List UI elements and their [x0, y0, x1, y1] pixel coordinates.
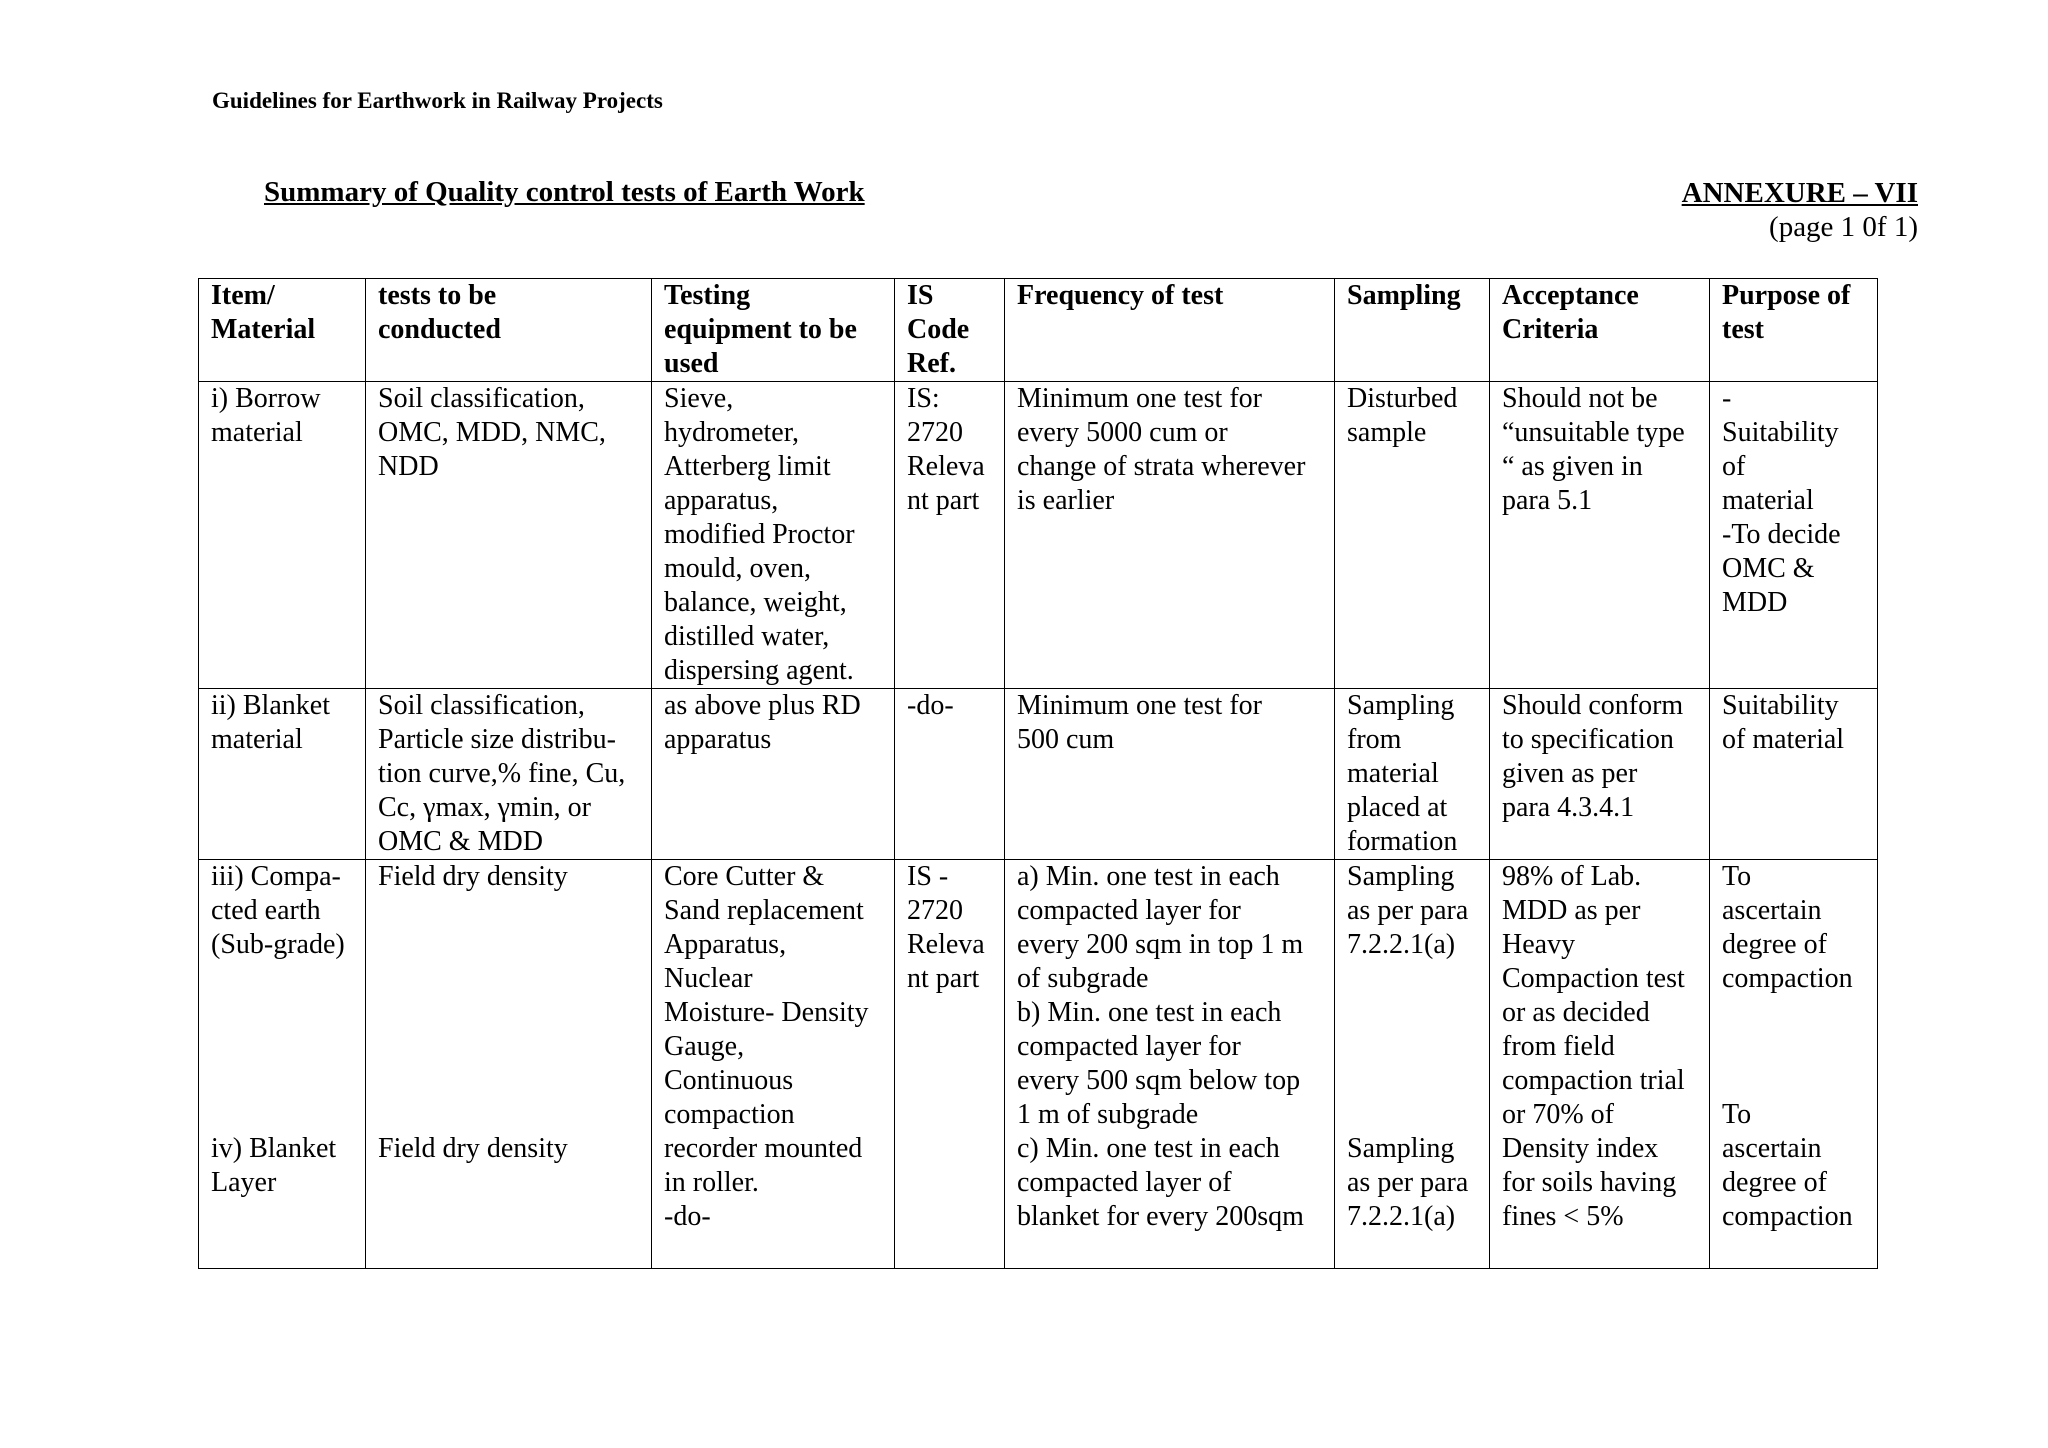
cell-frequency: Minimum one test for every 5000 cum or change of strata wherever is earlier [1005, 382, 1335, 689]
cell-equipment: Core Cutter & Sand replacement Apparatus, Nuclear Moisture- Density Gauge, Continuous compaction recorder mounted in roller. -do- [652, 860, 895, 1269]
table-row [199, 382, 1878, 689]
cell-purpose: Suitability of material [1710, 689, 1878, 860]
header-purpose: Purpose of test [1710, 279, 1878, 382]
cell-item: iii) Compa- cted earth (Sub-grade) iv) Blanket Layer [199, 860, 366, 1269]
cell-is-code: IS: 2720 Releva nt part [895, 382, 1005, 689]
cell-acceptance: 98% of Lab. MDD as per Heavy Compaction test or as decided from field compaction trial or 70% of Density index for soils having fines < 5% [1490, 860, 1710, 1269]
cell-frequency: a) Min. one test in each compacted layer for every 200 sqm in top 1 m of subgrade b) Min. one test in each compacted layer for every 500 sqm below top 1 m of subgrade c) Min. one test in each compacted layer of blanket for every 200sqm [1005, 860, 1335, 1269]
cell-purpose: To ascertain degree of compaction To ascertain degree of compaction [1710, 860, 1878, 1269]
cell-item: ii) Blanket material [199, 689, 366, 860]
header-tests: tests to be conducted [366, 279, 652, 382]
running-header: Guidelines for Earthwork in Railway Projects [212, 88, 663, 113]
header-sampling: Sampling [1335, 279, 1490, 382]
cell-equipment: Sieve, hydrometer, Atterberg limit apparatus, modified Proctor mould, oven, balance, weight, distilled water, dispersing agent. [652, 382, 895, 689]
cell-is-code: -do- [895, 689, 1005, 860]
annexure-label: ANNEXURE – VII [1681, 177, 1918, 209]
document-title: Summary of Quality control tests of Earth Work [264, 176, 865, 208]
cell-is-code: IS - 2720 Releva nt part [895, 860, 1005, 1269]
cell-tests: Field dry density Field dry density [366, 860, 652, 1269]
page-indicator: (page 1 0f 1) [1769, 211, 1918, 243]
header-equipment: Testing equipment to be used [652, 279, 895, 382]
header-is-code: IS Code Ref. [895, 279, 1005, 382]
cell-acceptance: Should conform to specification given as per para 4.3.4.1 [1490, 689, 1710, 860]
header-acceptance: Acceptance Criteria [1490, 279, 1710, 382]
cell-tests: Soil classification, Particle size distribu- tion curve,% fine, Cu, Cc, γmax, γmin, or OMC & MDD [366, 689, 652, 860]
cell-sampling: Sampling from material placed at formation [1335, 689, 1490, 860]
cell-tests: Soil classification, OMC, MDD, NMC, NDD [366, 382, 652, 689]
cell-sampling: Disturbed sample [1335, 382, 1490, 689]
table-row [199, 689, 1878, 860]
quality-control-table [198, 278, 1878, 1269]
cell-sampling: Sampling as per para 7.2.2.1(a) Sampling as per para 7.2.2.1(a) [1335, 860, 1490, 1269]
header-frequency: Frequency of test [1005, 279, 1335, 382]
cell-frequency: Minimum one test for 500 cum [1005, 689, 1335, 860]
table-row [199, 860, 1878, 1269]
cell-item: i) Borrow material [199, 382, 366, 689]
table-header-row [199, 279, 1878, 382]
cell-purpose: - Suitability of material -To decide OMC & MDD [1710, 382, 1878, 689]
cell-acceptance: Should not be “unsuitable type “ as given in para 5.1 [1490, 382, 1710, 689]
cell-equipment: as above plus RD apparatus [652, 689, 895, 860]
annexure-block [1682, 176, 1918, 244]
header-item-material: Item/ Material [199, 279, 366, 382]
